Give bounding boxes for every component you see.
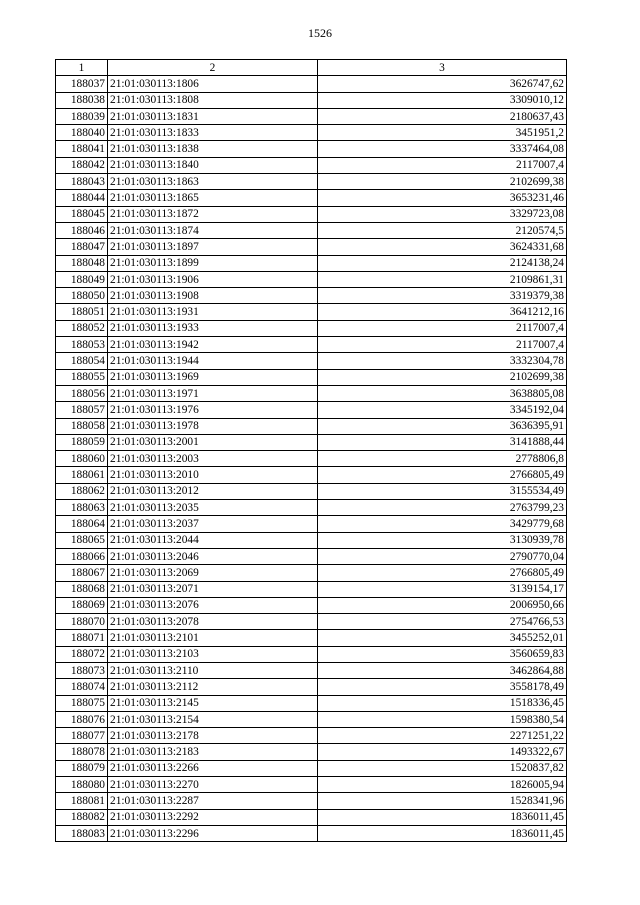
row-number-cell: 188052 [56,320,108,336]
row-number-cell: 188074 [56,679,108,695]
column-header-value: 3 [318,60,567,76]
cadastral-number-cell: 21:01:030113:1897 [108,239,318,255]
cadastral-value-cell: 3337464,08 [318,141,567,157]
cadastral-value-cell: 2180637,43 [318,108,567,124]
cadastral-value-cell: 2778806,8 [318,451,567,467]
row-number-cell: 188061 [56,467,108,483]
row-number-cell: 188075 [56,695,108,711]
row-number-cell: 188062 [56,483,108,499]
cadastral-value-cell: 3653231,46 [318,190,567,206]
cadastral-number-cell: 21:01:030113:1908 [108,288,318,304]
cadastral-value-cell: 3626747,62 [318,76,567,92]
row-number-cell: 188048 [56,255,108,271]
row-number-cell: 188078 [56,744,108,760]
table-row [56,793,567,809]
row-number-cell: 188038 [56,92,108,108]
cadastral-value-cell: 3332304,78 [318,353,567,369]
table-row [56,777,567,793]
cadastral-value-cell: 2006950,66 [318,597,567,613]
cadastral-number-cell: 21:01:030113:1976 [108,402,318,418]
table-row [56,809,567,825]
row-number-cell: 188055 [56,369,108,385]
table-row [56,760,567,776]
cadastral-number-cell: 21:01:030113:1978 [108,418,318,434]
row-number-cell: 188083 [56,825,108,841]
table-row [56,597,567,613]
cadastral-value-cell: 2120574,5 [318,222,567,238]
table-row [56,76,567,92]
row-number-cell: 188047 [56,239,108,255]
cadastral-value-cell: 3641212,16 [318,304,567,320]
cadastral-value-cell: 1493322,67 [318,744,567,760]
cadastral-value-cell: 3155534,49 [318,483,567,499]
row-number-cell: 188053 [56,337,108,353]
table-row [56,825,567,841]
cadastral-value-cell: 3309010,12 [318,92,567,108]
row-number-cell: 188079 [56,760,108,776]
table-row [56,744,567,760]
cadastral-number-cell: 21:01:030113:1969 [108,369,318,385]
cadastral-number-cell: 21:01:030113:2287 [108,793,318,809]
table-row [56,548,567,564]
cadastral-number-cell: 21:01:030113:2110 [108,662,318,678]
row-number-cell: 188056 [56,385,108,401]
cadastral-number-cell: 21:01:030113:1872 [108,206,318,222]
table-row [56,353,567,369]
cadastral-value-cell: 2102699,38 [318,174,567,190]
cadastral-value-cell: 1826005,94 [318,777,567,793]
cadastral-value-cell: 3560659,83 [318,646,567,662]
cadastral-value-cell: 3345192,04 [318,402,567,418]
cadastral-value-cell: 2124138,24 [318,255,567,271]
row-number-cell: 188069 [56,597,108,613]
cadastral-value-cell: 2766805,49 [318,467,567,483]
cadastral-number-cell: 21:01:030113:1806 [108,76,318,92]
table-row [56,581,567,597]
cadastral-value-cell: 3141888,44 [318,434,567,450]
cadastral-value-cell: 3462864,88 [318,662,567,678]
table-row [56,679,567,695]
cadastral-number-cell: 21:01:030113:2112 [108,679,318,695]
cadastral-value-cell: 2766805,49 [318,565,567,581]
table-row [56,500,567,516]
table-row [56,190,567,206]
cadastral-number-cell: 21:01:030113:2296 [108,825,318,841]
row-number-cell: 188068 [56,581,108,597]
table-row [56,369,567,385]
row-number-cell: 188041 [56,141,108,157]
cadastral-value-cell: 2102699,38 [318,369,567,385]
cadastral-value-cell: 2109861,31 [318,271,567,287]
table-row [56,255,567,271]
row-number-cell: 188076 [56,711,108,727]
cadastral-number-cell: 21:01:030113:1838 [108,141,318,157]
table-row [56,385,567,401]
row-number-cell: 188050 [56,288,108,304]
table-row [56,271,567,287]
cadastral-number-cell: 21:01:030113:1874 [108,222,318,238]
table-row [56,662,567,678]
cadastral-number-cell: 21:01:030113:2012 [108,483,318,499]
row-number-cell: 188037 [56,76,108,92]
page-number: 1526 [308,26,332,40]
table-row [56,532,567,548]
row-number-cell: 188067 [56,565,108,581]
cadastral-value-cell: 3624331,68 [318,239,567,255]
table-row [56,108,567,124]
cadastral-number-cell: 21:01:030113:2292 [108,809,318,825]
table-row [56,434,567,450]
table-row [56,304,567,320]
cadastral-number-cell: 21:01:030113:1808 [108,92,318,108]
cadastral-value-cell: 3451951,2 [318,125,567,141]
cadastral-number-cell: 21:01:030113:2044 [108,532,318,548]
table-row [56,92,567,108]
table-row [56,125,567,141]
cadastral-value-cell: 2117007,4 [318,337,567,353]
cadastral-number-cell: 21:01:030113:1933 [108,320,318,336]
table-row [56,337,567,353]
cadastral-number-cell: 21:01:030113:1931 [108,304,318,320]
cadastral-value-cell: 3329723,08 [318,206,567,222]
row-number-cell: 188064 [56,516,108,532]
table-row [56,174,567,190]
row-number-cell: 188044 [56,190,108,206]
row-number-cell: 188051 [56,304,108,320]
cadastral-number-cell: 21:01:030113:2037 [108,516,318,532]
cadastral-number-cell: 21:01:030113:1942 [108,337,318,353]
row-number-cell: 188049 [56,271,108,287]
cadastral-number-cell: 21:01:030113:2076 [108,597,318,613]
cadastral-number-cell: 21:01:030113:2035 [108,500,318,516]
cadastral-value-cell: 3636395,91 [318,418,567,434]
table-row [56,402,567,418]
cadastral-value-cell: 3319379,38 [318,288,567,304]
cadastral-number-cell: 21:01:030113:2154 [108,711,318,727]
row-number-cell: 188057 [56,402,108,418]
row-number-cell: 188065 [56,532,108,548]
cadastral-value-cell: 1528341,96 [318,793,567,809]
cadastral-number-cell: 21:01:030113:1899 [108,255,318,271]
cadastral-value-cell: 2117007,4 [318,157,567,173]
cadastral-number-cell: 21:01:030113:2145 [108,695,318,711]
cadastral-number-cell: 21:01:030113:2101 [108,630,318,646]
cadastral-value-cell: 3558178,49 [318,679,567,695]
cadastral-number-cell: 21:01:030113:2010 [108,467,318,483]
row-number-cell: 188058 [56,418,108,434]
row-number-cell: 188059 [56,434,108,450]
table-row [56,206,567,222]
cadastral-value-cell: 2271251,22 [318,728,567,744]
table-row [56,239,567,255]
cadastral-number-cell: 21:01:030113:1831 [108,108,318,124]
table-row [56,141,567,157]
cadastral-value-cell: 1520837,82 [318,760,567,776]
cadastral-number-cell: 21:01:030113:1906 [108,271,318,287]
row-number-cell: 188043 [56,174,108,190]
table-header-row [56,60,567,76]
table-row [56,614,567,630]
cadastral-number-cell: 21:01:030113:2183 [108,744,318,760]
table-row [56,695,567,711]
table-row [56,467,567,483]
table-row [56,711,567,727]
table-row [56,728,567,744]
cadastral-number-cell: 21:01:030113:2103 [108,646,318,662]
cadastral-number-cell: 21:01:030113:1971 [108,385,318,401]
row-number-cell: 188073 [56,662,108,678]
cadastral-value-cell: 3139154,17 [318,581,567,597]
column-header-cadastral-number: 2 [108,60,318,76]
table-row [56,418,567,434]
cadastral-value-cell: 1836011,45 [318,809,567,825]
cadastral-value-cell: 1518336,45 [318,695,567,711]
row-number-cell: 188046 [56,222,108,238]
table-body [56,76,567,842]
cadastral-value-cell: 3638805,08 [318,385,567,401]
row-number-cell: 188072 [56,646,108,662]
cadastral-value-cell: 2790770,04 [318,548,567,564]
row-number-cell: 188080 [56,777,108,793]
row-number-cell: 188077 [56,728,108,744]
column-header-number: 1 [56,60,108,76]
table-row [56,451,567,467]
row-number-cell: 188054 [56,353,108,369]
table-row [56,320,567,336]
table-row [56,222,567,238]
row-number-cell: 188040 [56,125,108,141]
cadastral-number-cell: 21:01:030113:2046 [108,548,318,564]
table-row [56,483,567,499]
row-number-cell: 188042 [56,157,108,173]
cadastral-number-cell: 21:01:030113:1865 [108,190,318,206]
table-row [56,565,567,581]
cadastral-value-table [55,59,567,842]
row-number-cell: 188045 [56,206,108,222]
table-row [56,288,567,304]
cadastral-value-cell: 3130939,78 [318,532,567,548]
table-row [56,646,567,662]
cadastral-number-cell: 21:01:030113:2069 [108,565,318,581]
row-number-cell: 188063 [56,500,108,516]
row-number-cell: 188070 [56,614,108,630]
cadastral-value-cell: 1836011,45 [318,825,567,841]
cadastral-number-cell: 21:01:030113:2001 [108,434,318,450]
cadastral-number-cell: 21:01:030113:2071 [108,581,318,597]
table-row [56,157,567,173]
row-number-cell: 188082 [56,809,108,825]
row-number-cell: 188081 [56,793,108,809]
table-row [56,516,567,532]
row-number-cell: 188066 [56,548,108,564]
cadastral-value-cell: 3429779,68 [318,516,567,532]
cadastral-number-cell: 21:01:030113:2178 [108,728,318,744]
cadastral-number-cell: 21:01:030113:2003 [108,451,318,467]
table-row [56,630,567,646]
cadastral-value-cell: 2754766,53 [318,614,567,630]
cadastral-number-cell: 21:01:030113:2266 [108,760,318,776]
cadastral-number-cell: 21:01:030113:1944 [108,353,318,369]
row-number-cell: 188039 [56,108,108,124]
cadastral-value-cell: 2117007,4 [318,320,567,336]
row-number-cell: 188060 [56,451,108,467]
cadastral-number-cell: 21:01:030113:1840 [108,157,318,173]
cadastral-value-cell: 2763799,23 [318,500,567,516]
cadastral-value-cell: 1598380,54 [318,711,567,727]
cadastral-number-cell: 21:01:030113:1833 [108,125,318,141]
row-number-cell: 188071 [56,630,108,646]
cadastral-number-cell: 21:01:030113:1863 [108,174,318,190]
cadastral-value-cell: 3455252,01 [318,630,567,646]
cadastral-number-cell: 21:01:030113:2078 [108,614,318,630]
cadastral-number-cell: 21:01:030113:2270 [108,777,318,793]
